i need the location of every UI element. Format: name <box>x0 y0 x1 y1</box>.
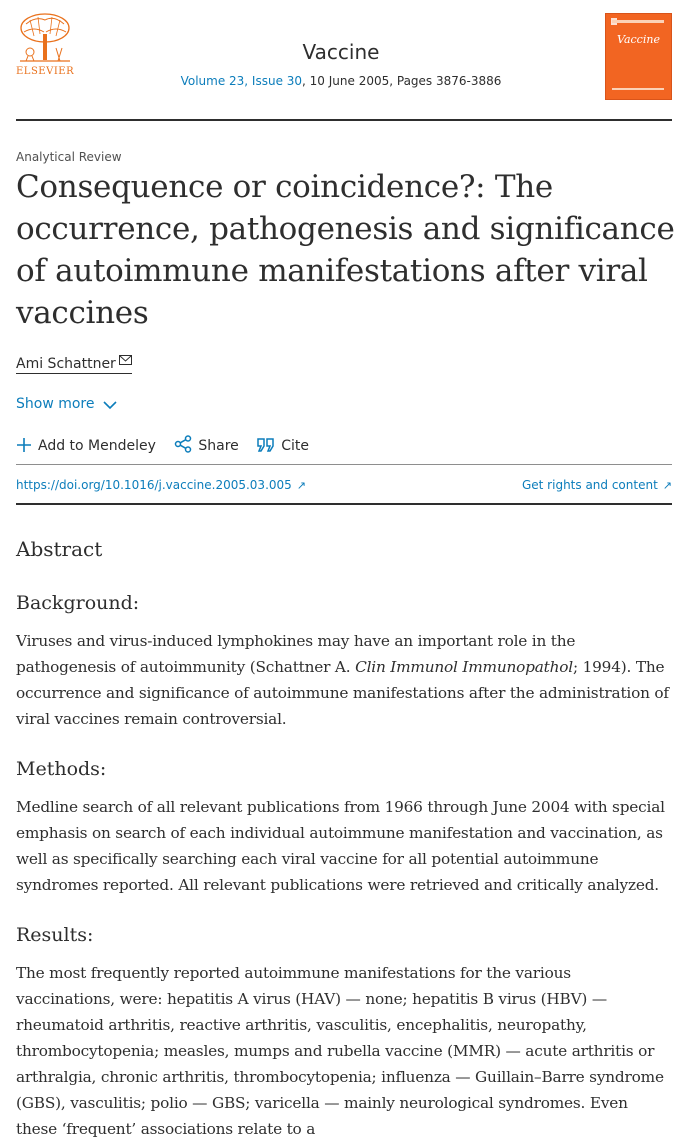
background-heading: Background: <box>16 592 140 614</box>
article-type: Analytical Review <box>16 150 122 164</box>
rights-link[interactable] <box>522 478 672 492</box>
methods-paragraph: Medline search of all relevant publications from 1966 through June 2004 with special emphasis on search of each individual autoimmune manifestation and vaccination, as well as specifically searching each viral vaccine for all potential autoimmune syndromes reported. All relevant publications were retrieved and critically analyzed. <box>16 798 665 894</box>
rights-text: Get rights and content <box>521 478 658 492</box>
volume-issue-link[interactable]: Volume 23, Issue 30 <box>180 74 303 88</box>
results-heading: Results: <box>16 924 94 946</box>
results-paragraph: The most frequently reported autoimmune manifestations for the various vaccinations, were: hepatitis A virus (HAV) — none; hepatitis B virus (HBV) — rheumatoid arthritis, reactive arthritis, vasculitis, encephalitis, neuropathy, thrombocytopenia; measles, mumps and rubella vaccine (MMR) — acute arthritis or arthralgia, chronic arthritis, thrombocytopenia; influenza — Guillain–Barre syndrome (GBS), vasculitis; polio — GBS; varicella — mainly neurological syndromes. Even these ‘frequent’ associations relate to a <box>16 964 664 1138</box>
date-pages: , 10 June 2005, Pages 3876-3886 <box>302 74 502 88</box>
show-more-label: Show more <box>16 396 95 412</box>
doi-link[interactable] <box>16 478 306 492</box>
article-title: Consequence or coincidence?: The occurrence, pathogenesis and significance of autoimmune manifestations after viral vaccines <box>16 169 675 331</box>
background-text-cont: ; 1994). The occurrence and significance of autoimmune manifestations after the administration of viral vaccines remain controversial. <box>16 658 669 728</box>
elsevier-tree-icon <box>16 12 74 62</box>
journal-cover-thumbnail[interactable] <box>605 13 672 100</box>
external-link-icon: ↗ <box>662 479 672 492</box>
cite-label: Cite <box>281 438 310 454</box>
show-more-button[interactable] <box>16 396 117 412</box>
divider <box>16 503 672 505</box>
add-to-mendeley-button[interactable] <box>16 437 156 454</box>
external-link-icon: ↗ <box>296 479 307 492</box>
mendeley-label: Add to Mendeley <box>38 438 156 454</box>
share-icon <box>174 435 192 453</box>
doi-text: https://doi.org/10.1016/j.vaccine.2005.03.005 <box>16 478 292 492</box>
journal-title-link[interactable]: Vaccine <box>302 40 380 64</box>
journal-header <box>16 0 672 121</box>
background-paragraph <box>16 628 672 732</box>
divider <box>16 464 672 465</box>
envelope-icon <box>119 355 132 365</box>
cover-title: Vaccine <box>617 33 660 46</box>
background-text: Viruses and virus-induced lymphokines may have an important role in the pathogenesis of autoimmunity (Schattner A. <box>16 632 576 676</box>
elsevier-wordmark: ELSEVIER <box>16 66 75 77</box>
cover-bottom-bar <box>612 88 664 90</box>
volume-line <box>126 74 556 88</box>
cover-top-bar <box>612 20 664 23</box>
elsevier-logo[interactable] <box>16 12 74 76</box>
plus-icon <box>16 437 32 453</box>
share-button[interactable] <box>174 435 238 454</box>
article-actions <box>16 435 323 454</box>
journal-info <box>126 40 556 88</box>
journal-reference: Clin Immunol Immunopathol <box>355 658 573 676</box>
abstract-heading: Abstract <box>16 537 103 561</box>
methods-heading: Methods: <box>16 758 107 780</box>
chevron-down-icon <box>103 400 117 410</box>
author-name: Ami Schattner <box>16 356 116 372</box>
share-label: Share <box>198 438 239 454</box>
author-link[interactable] <box>16 355 132 374</box>
quote-icon <box>257 437 275 453</box>
cite-button[interactable] <box>257 437 309 454</box>
